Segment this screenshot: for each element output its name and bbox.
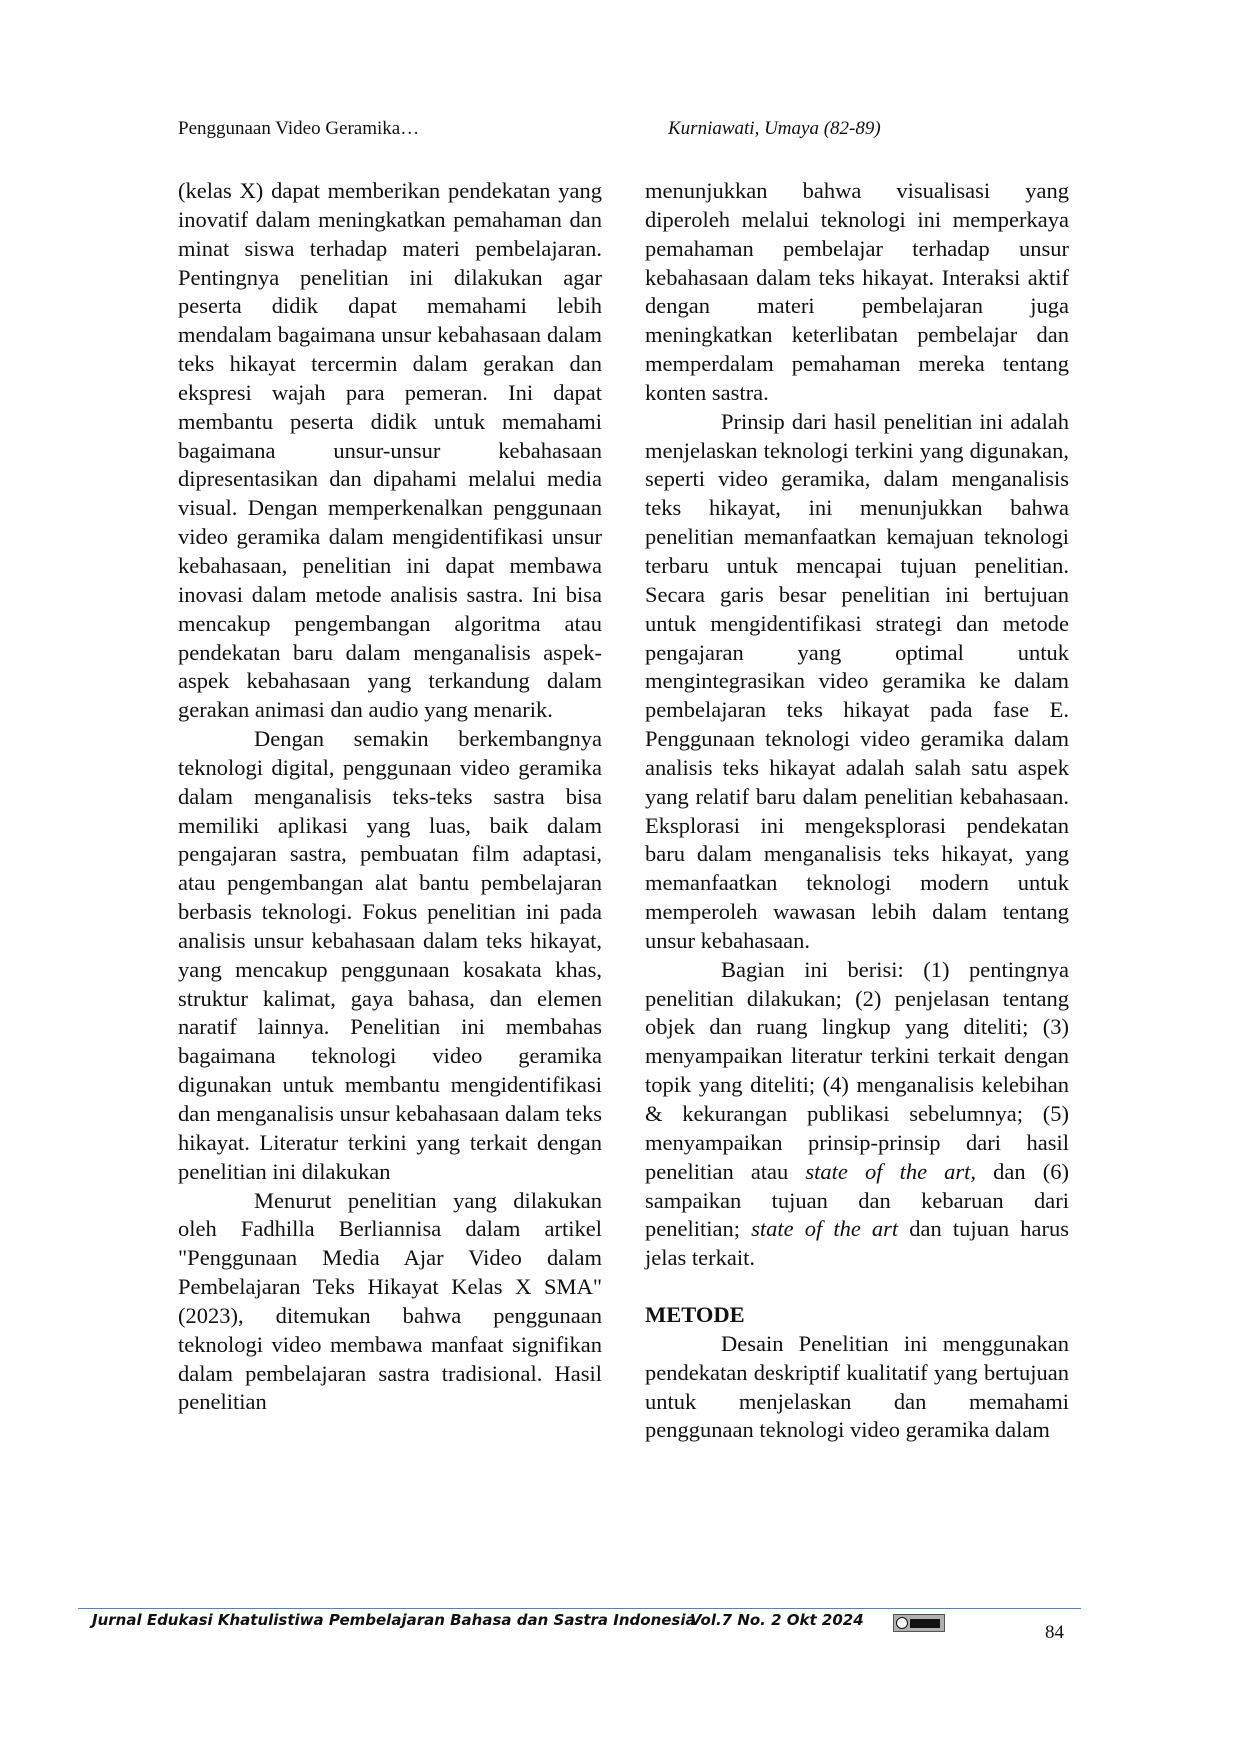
running-header-right: Kurniawati, Umaya (82-89) — [668, 118, 881, 139]
section-heading-metode: METODE — [645, 1302, 745, 1328]
paragraph-text: dan tujuan harus jelas terkait. — [645, 1216, 1069, 1271]
italic-term: state of the art — [751, 1216, 899, 1242]
footer-rule — [78, 1608, 1081, 1609]
footer-journal-name: Jurnal Edukasi Khatulistiwa Pembelajaran Bahasa dan Sastra Indonesia — [92, 1611, 696, 1629]
footer-volume: Vol.7 No. 2 Okt 2024 — [690, 1611, 864, 1629]
paragraph-text: dan (6) sampaikan tujuan dan kebaruan dari penelitian; — [645, 1158, 1069, 1242]
body-paragraph: Dengan semakin berkembangnya teknologi digital, penggunaan video geramika dalam menganalisis teks-teks sastra bisa memiliki aplikasi yang luas, baik dalam pengajaran sastra, pembuatan film adaptasi, atau pengembangan alat bantu pembelajaran berbasis teknologi. Fokus penelitian ini pada analisis unsur kebahasaan dalam teks hikayat, yang mencakup penggunaan kosakata khas, struktur kalimat, gaya bahasa, dan elemen naratif lainnya. Penelitian ini membahas bagaimana teknologi video geramika digunakan untuk membantu mengidentifikasi dan menganalisis unsur kebahasaan dalam teks hikayat. Literatur terkini yang terkait dengan penelitian ini dilakukan — [178, 726, 602, 1184]
paragraph-text: Bagian ini berisi: (1) pentingnya penelitian dilakukan; (2) penjelasan tentang objek dan ruang lingkup yang diteliti; (3) menyampaikan literatur terkini terkait dengan topik yang diteliti; (4) menganalisis kelebihan & kekurangan publikasi sebelumnya; (5) menyampaikan prinsip-prinsip dari hasil penelitian atau — [645, 956, 1069, 1184]
body-paragraph: Menurut penelitian yang dilakukan oleh Fadhilla Berliannisa dalam artikel "Penggunaan Media Ajar Video dalam Pembelajaran Teks Hikayat Kelas X SMA" (2023), ditemukan bahwa penggunaan teknologi video membawa manfaat signifikan dalam pembelajaran sastra tradisional. Hasil penelitian — [178, 1187, 602, 1415]
cc-circle-icon — [896, 1617, 908, 1629]
running-header-left: Penggunaan Video Geramika… — [178, 118, 420, 139]
body-paragraph: Desain Penelitian ini menggunakan pendekatan deskriptif kualitatif yang bertujuan untuk menjelaskan dan memahami penggunaan teknologi video geramika dalam — [645, 1330, 1069, 1443]
body-paragraph — [645, 956, 1069, 1273]
body-paragraph: (kelas X) dapat memberikan pendekatan yang inovatif dalam meningkatkan pemahaman dan minat siswa terhadap materi pembelajaran. Pentingnya penelitian ini dilakukan agar peserta didik dapat memahami lebih mendalam bagaimana unsur kebahasaan dalam teks hikayat tercermin dalam gerakan dan ekspresi wajah para pemeran. Ini dapat membantu peserta didik untuk memahami bagaimana unsur-unsur kebahasaan dipresentasikan dan dipahami melalui media visual. Dengan memperkenalkan penggunaan video geramika dalam mengidentifikasi unsur kebahasaan, penelitian ini dapat membawa inovasi dalam metode analisis sastra. Ini bisa mencakup pengembangan algoritma atau pendekatan baru dalam menganalisis aspek-aspek kebahasaan yang terkandung dalam gerakan animasi dan audio yang menarik. — [178, 178, 602, 723]
page-number: 84 — [1045, 1622, 1064, 1643]
left-column — [178, 177, 602, 1417]
right-column — [645, 177, 1069, 1445]
license-terms-bar — [910, 1619, 940, 1628]
body-paragraph: menunjukkan bahwa visualisasi yang diperoleh melalui teknologi ini memperkaya pemahaman pembelajar terhadap unsur kebahasaan dalam teks hikayat. Interaksi aktif dengan materi pembelajaran juga meningkatkan keterlibatan pembelajar dan memperdalam pemahaman mereka tentang konten sastra. — [645, 178, 1069, 405]
italic-term: state of the art, — [805, 1158, 977, 1184]
body-paragraph: Prinsip dari hasil penelitian ini adalah menjelaskan teknologi terkini yang digunakan, seperti video geramika, dalam menganalisis teks hikayat, ini menunjukkan bahwa penelitian memanfaatkan kemajuan teknologi terbaru untuk mencapai tujuan penelitian. Secara garis besar penelitian ini bertujuan untuk mengidentifikasi strategi dan metode pengajaran yang optimal untuk mengintegrasikan video geramika ke dalam pembelajaran teks hikayat pada fase E. Penggunaan teknologi video geramika dalam analisis teks hikayat adalah salah satu aspek yang relatif baru dalam penelitian kebahasaan. Eksplorasi ini mengeksplorasi pendekatan baru dalam menganalisis teks hikayat, yang memanfaatkan teknologi modern untuk memperoleh wawasan lebih dalam tentang unsur kebahasaan. — [645, 408, 1069, 953]
creative-commons-license-icon — [893, 1614, 945, 1632]
